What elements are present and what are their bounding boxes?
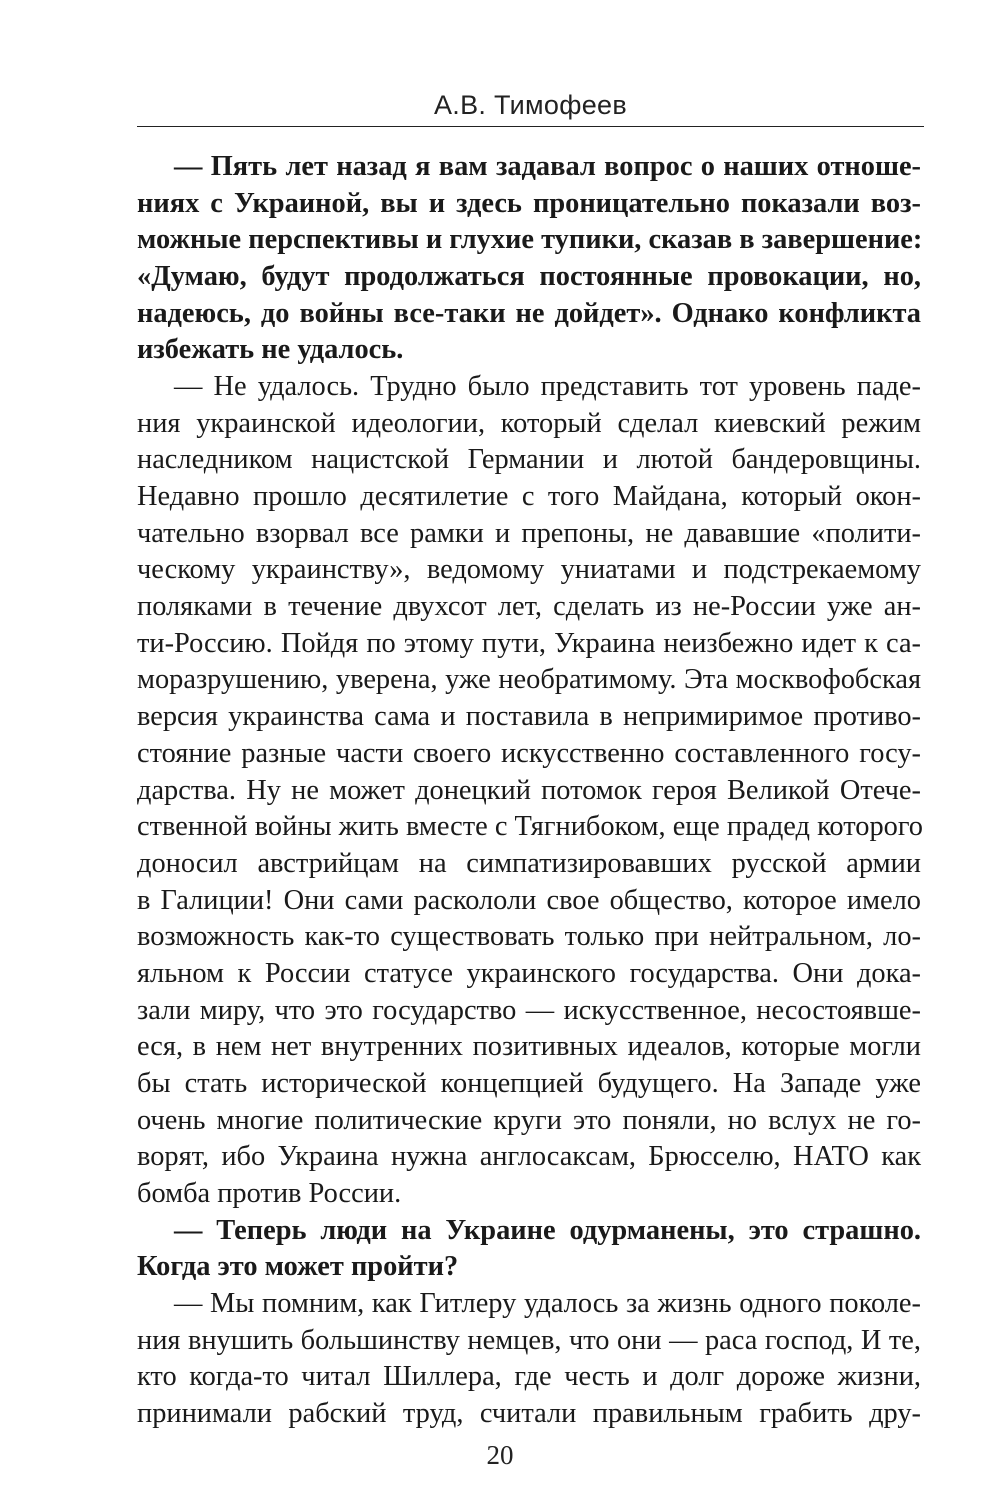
answer-line: ственной войны жить вместе с Тягнибоком, еще прадед которого [137, 811, 923, 842]
header-rule [137, 126, 924, 127]
answer-line: ворят, ибо Украина нужна англосаксам, Брюсселю, НАТО как [137, 1141, 921, 1172]
running-head: А.В. Тимофеев [434, 90, 627, 120]
answer-line: чательно взорвал все рамки и препоны, не дававшие «полити- [137, 518, 921, 549]
answer-line: — Мы помним, как Гитлеру удалось за жизнь одного поколе- [174, 1288, 921, 1319]
answer-line: ти-Россию. Пойдя по этому пути, Украина неизбежно идет к са- [137, 628, 921, 659]
answer-line: бы стать исторической концепцией будущего. На Западе уже [137, 1068, 921, 1099]
question-line: — Теперь люди на Украине одурманены, это страшно. [174, 1215, 921, 1246]
answer-line: яльном к России статусе украинского государства. Они дока- [137, 958, 921, 989]
answer-line: бомба против России. [137, 1178, 402, 1209]
answer-line: еся, в нем нет внутренних позитивных идеалов, которые могли [137, 1031, 921, 1062]
question-line: надеюсь, до войны все-таки не дойдет». Однако конфликта [137, 298, 921, 329]
answer-line: зали миру, что это государство — искусственное, несостоявше- [137, 995, 921, 1026]
answer-line: ния украинской идеологии, который сделал киевский режим [137, 408, 921, 439]
answer-line: моразрушению, уверена, уже необратимому. Эта москвофобская [137, 664, 921, 695]
answer-line: принимали рабский труд, считали правильным грабить дру- [137, 1398, 921, 1429]
answer-line: очень многие политические круги это поняли, но вслух не го- [137, 1105, 921, 1136]
answer-line: в Галиции! Они сами раскололи свое общество, которое имело [137, 885, 921, 916]
question-line: — Пять лет назад я вам задавал вопрос о наших отноше- [174, 151, 921, 182]
answer-line: ния внушить большинству немцев, что они — раса господ, И те, [137, 1325, 921, 1356]
question-line: можные перспективы и глухие тупики, сказав в завершение: [137, 224, 923, 255]
answer-line: Недавно прошло десятилетие с того Майдана, который окон- [137, 481, 921, 512]
page-number: 20 [486, 1440, 514, 1470]
question-line: Когда это может пройти? [137, 1251, 459, 1282]
answer-line: дарства. Ну не может донецкий потомок героя Великой Отече- [137, 775, 921, 806]
answer-line: поляками в течение двухсот лет, сделать из не-России уже ан- [137, 591, 921, 622]
answer-line: доносил австрийцам на симпатизировавших русской армии [137, 848, 921, 879]
answer-line: версия украинства сама и поставила в непримиримое противо- [137, 701, 921, 732]
answer-line: стояние разные части своего искусственно составленного госу- [137, 738, 921, 769]
answer-line: ческому украинству», ведомому униатами и подстрекаемому [137, 554, 921, 585]
answer-line: наследником нацистской Германии и лютой бандеровщины. [137, 444, 921, 475]
question-line: ниях с Украиной, вы и здесь проницательно показали воз- [137, 188, 921, 219]
answer-line: — Не удалось. Трудно было представить тот уровень паде- [174, 371, 921, 402]
answer-line: возможность как-то существовать только при нейтральном, ло- [137, 921, 921, 952]
question-line: «Думаю, будут продолжаться постоянные провокации, но, [137, 261, 921, 292]
question-line: избежать не удалось. [137, 334, 404, 365]
answer-line: кто когда-то читал Шиллера, где честь и долг дороже жизни, [137, 1361, 921, 1392]
